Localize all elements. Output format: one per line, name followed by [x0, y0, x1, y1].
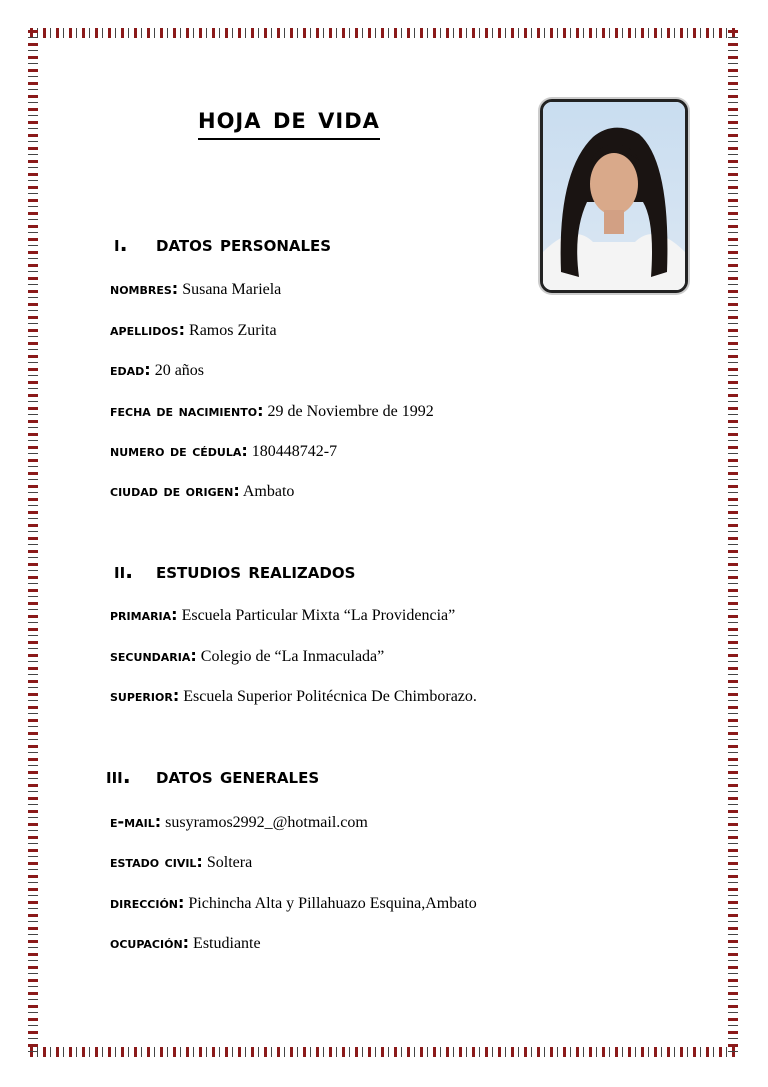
field-label: fecha de nacimiento: [110, 401, 264, 420]
field-value: 180448742-7 [251, 443, 338, 460]
field-label: ocupación: [110, 933, 190, 952]
field-apellidos [110, 320, 277, 340]
section-heading-datos-personales [114, 232, 331, 256]
field-value: 20 años [154, 362, 205, 379]
field-nombres [110, 279, 281, 299]
field-value: Ramos Zurita [189, 322, 277, 339]
section-number: i. [114, 232, 128, 256]
field-fecha-nacimiento [110, 401, 434, 421]
field-superior [110, 686, 477, 706]
field-value: Pichincha Alta y Pillahuazo Esquina,Ambato [188, 895, 477, 912]
decorative-border-right [728, 30, 738, 1057]
field-label: secundaria: [110, 646, 197, 665]
field-label: edad: [110, 360, 151, 379]
section-title: datos personales [156, 232, 332, 256]
field-value: Susana Mariela [182, 281, 282, 298]
field-label: e-mail: [110, 812, 162, 831]
field-value: Ambato [242, 483, 295, 500]
section-title: datos generales [156, 764, 320, 788]
portrait-icon [543, 102, 685, 290]
field-estado-civil [110, 852, 252, 872]
field-label: apellidos: [110, 320, 186, 339]
field-label: superior: [110, 686, 180, 705]
field-direccion [110, 893, 477, 913]
field-value: Colegio de “La Inmaculada” [200, 648, 385, 665]
decorative-border-left [28, 30, 38, 1057]
document-title: hoja de vida [198, 102, 380, 140]
section-number: ii. [114, 559, 134, 583]
field-primaria [110, 605, 455, 625]
section-heading-datos-generales [106, 764, 319, 788]
field-label: dirección: [110, 893, 185, 912]
field-label: numero de cédula: [110, 441, 248, 460]
field-label: primaria: [110, 605, 178, 624]
field-value: Soltera [206, 854, 253, 871]
field-cedula [110, 441, 337, 461]
field-secundaria [110, 646, 384, 666]
field-edad [110, 360, 204, 380]
field-email [110, 812, 368, 832]
decorative-border-top [30, 28, 738, 38]
field-value: Escuela Superior Politécnica De Chimborazo. [183, 688, 477, 705]
section-number: iii. [106, 764, 131, 788]
field-value: susyramos2992_@hotmail.com [165, 814, 368, 831]
profile-photo [540, 99, 688, 293]
field-value: 29 de Noviembre de 1992 [267, 403, 434, 420]
field-label: estado civil: [110, 852, 203, 871]
field-label: nombres: [110, 279, 179, 298]
field-ocupacion [110, 933, 261, 953]
section-title: estudios realizados [156, 559, 356, 583]
field-value: Estudiante [193, 935, 261, 952]
field-value: Escuela Particular Mixta “La Providencia” [181, 607, 456, 624]
section-heading-estudios-realizados [114, 559, 355, 583]
decorative-border-bottom [30, 1047, 738, 1057]
field-label: ciudad de origen: [110, 481, 240, 500]
field-ciudad-origen [110, 481, 294, 501]
